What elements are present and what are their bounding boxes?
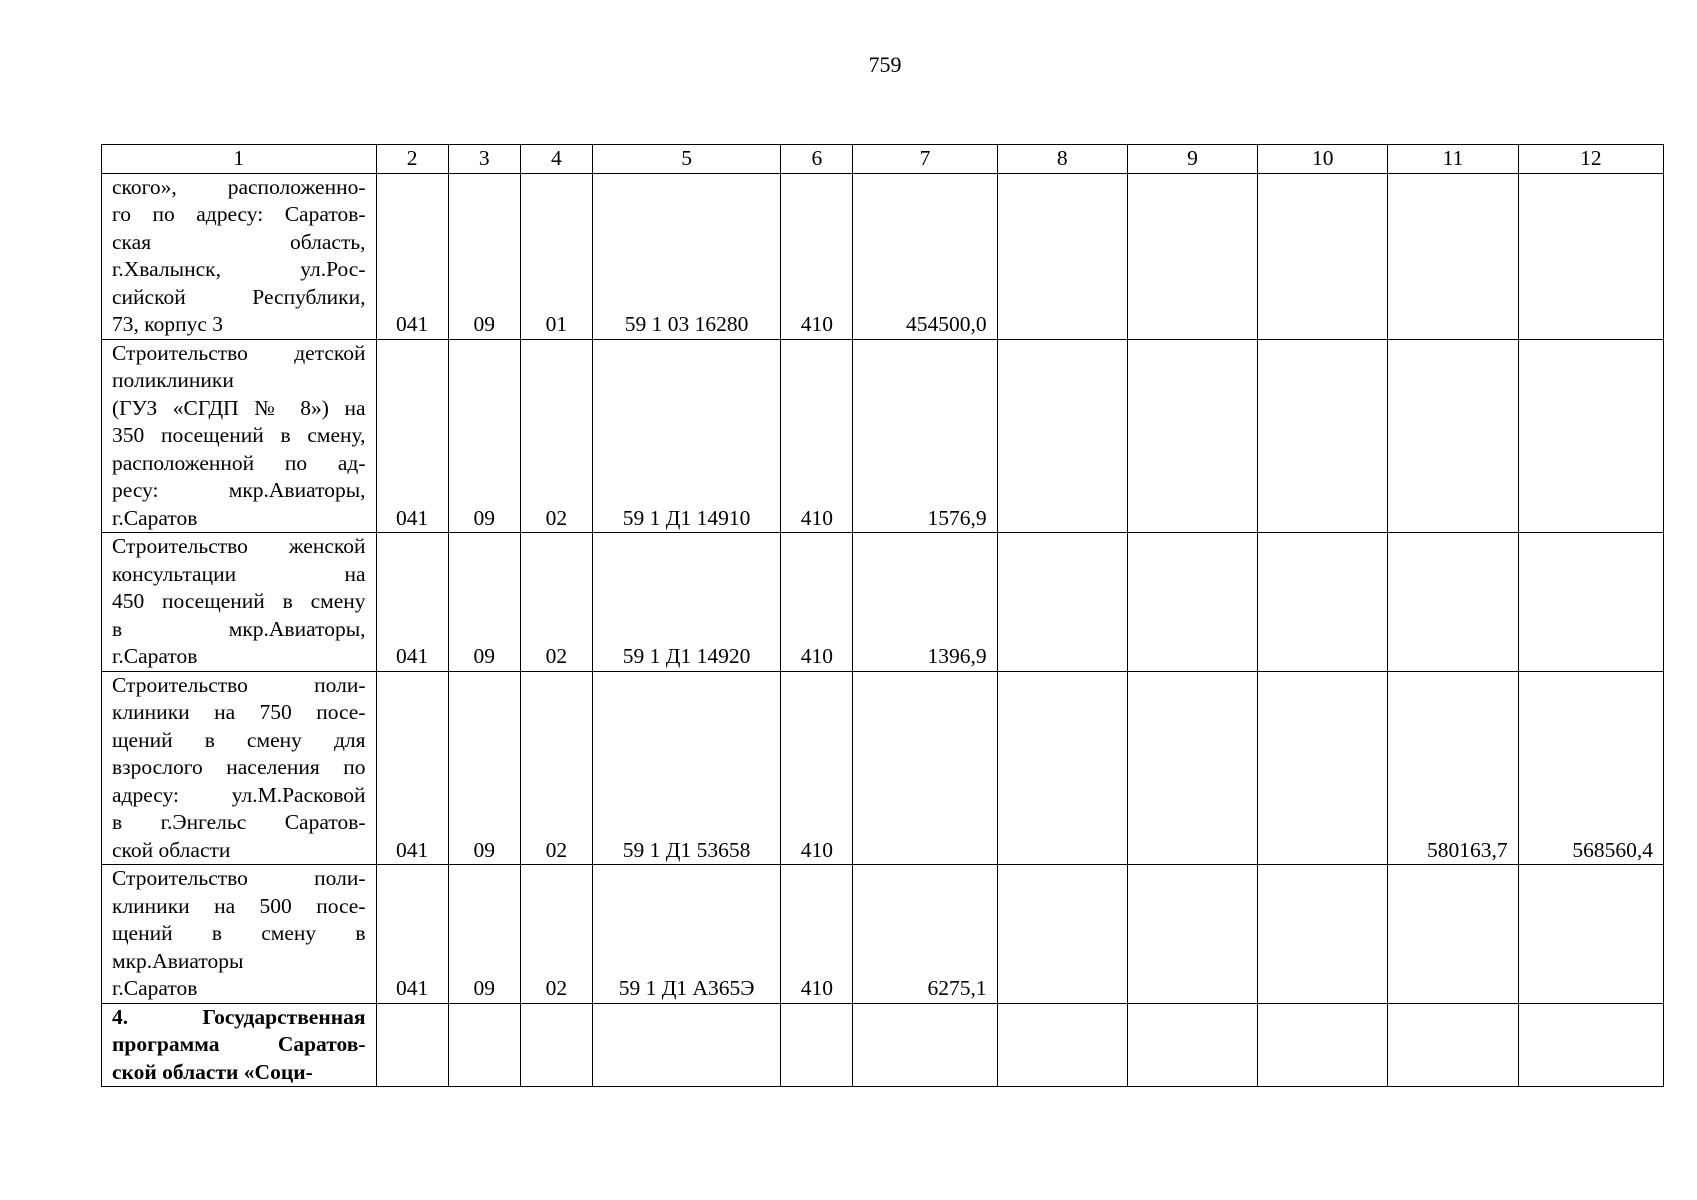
- empty-cell: [853, 1003, 997, 1087]
- description-line: клиники на 750 посе-: [112, 700, 366, 724]
- cell-col-2: 041: [376, 671, 448, 865]
- cell-col-7: 1396,9: [853, 533, 997, 672]
- description-line: ской области: [112, 837, 231, 862]
- description-line: г.Хвалынск, ул.Рос-: [112, 257, 366, 281]
- cell-col-9: [1127, 865, 1257, 1004]
- header-cell: 1: [102, 145, 377, 174]
- empty-cell: [592, 1003, 780, 1087]
- header-cell: 9: [1127, 145, 1257, 174]
- description-line: адресу: ул.М.Расковой: [112, 782, 366, 807]
- description-line: мкр.Авиаторы: [112, 948, 244, 973]
- description-line: 350 посещений в смену,: [112, 423, 366, 447]
- description-line: 73, корпус 3: [112, 312, 224, 336]
- cell-col-2: 041: [376, 865, 448, 1004]
- cell-col-10: [1258, 173, 1388, 339]
- cell-col-2: 041: [376, 533, 448, 672]
- cell-col-7: 6275,1: [853, 865, 997, 1004]
- header-cell: 11: [1388, 145, 1518, 174]
- description-line: Строительство поли-: [112, 866, 366, 890]
- description-line: 4. Государственная: [112, 1004, 366, 1029]
- cell-col-8: [997, 671, 1127, 865]
- empty-cell: [376, 1003, 448, 1087]
- empty-cell: [1258, 1003, 1388, 1087]
- empty-cell: [1127, 1003, 1257, 1087]
- description-line: щений в смену в: [112, 921, 366, 945]
- cell-col-5: 59 1 03 16280: [592, 173, 780, 339]
- table-row: [102, 173, 1664, 339]
- cell-col-12: 568560,4: [1518, 671, 1663, 865]
- empty-cell: [997, 1003, 1127, 1087]
- header-cell: 8: [997, 145, 1127, 174]
- row-description: [102, 865, 377, 1004]
- cell-col-3: 09: [448, 671, 520, 865]
- cell-col-12: [1518, 533, 1663, 672]
- description-line: клиники на 500 посе-: [112, 893, 366, 918]
- description-line: поликлиники: [112, 368, 234, 392]
- description-line: г.Саратов: [112, 644, 198, 668]
- cell-col-7: 1576,9: [853, 339, 997, 533]
- cell-col-4: 01: [520, 173, 592, 339]
- cell-col-2: 041: [376, 173, 448, 339]
- cell-col-3: 09: [448, 533, 520, 672]
- row-description: [102, 339, 377, 533]
- row-description: [102, 1003, 377, 1087]
- cell-col-10: [1258, 533, 1388, 672]
- cell-col-12: [1518, 339, 1663, 533]
- empty-cell: [520, 1003, 592, 1087]
- cell-col-4: 02: [520, 671, 592, 865]
- table-row: [102, 865, 1664, 1004]
- description-line: консультации на: [112, 561, 366, 586]
- description-line: 450 посещений в смену: [112, 589, 366, 613]
- description-line: Строительство женской: [112, 534, 366, 558]
- column-number-header-row: [102, 145, 1664, 174]
- cell-col-6: 410: [781, 533, 853, 672]
- description-line: го по адресу: Саратов-: [112, 202, 366, 226]
- cell-col-8: [997, 533, 1127, 672]
- description-line: взрослого населения по: [112, 755, 366, 779]
- description-line: г.Саратов: [112, 976, 198, 1000]
- cell-col-7: [853, 671, 997, 865]
- section-heading-row: [102, 1003, 1664, 1087]
- page-number: 759: [868, 52, 902, 77]
- empty-cell: [1388, 1003, 1518, 1087]
- cell-col-10: [1258, 339, 1388, 533]
- cell-col-3: 09: [448, 865, 520, 1004]
- cell-col-6: 410: [781, 339, 853, 533]
- cell-col-6: 410: [781, 865, 853, 1004]
- cell-col-10: [1258, 865, 1388, 1004]
- description-line: программа Саратов-: [112, 1032, 366, 1056]
- header-cell: 2: [376, 145, 448, 174]
- cell-col-11: [1388, 865, 1518, 1004]
- description-line: расположенной по ад-: [112, 450, 366, 475]
- cell-col-3: 09: [448, 173, 520, 339]
- cell-col-11: [1388, 339, 1518, 533]
- description-line: в г.Энгельс Саратов-: [112, 810, 366, 834]
- cell-col-12: [1518, 173, 1663, 339]
- header-cell: 10: [1258, 145, 1388, 174]
- header-cell: 3: [448, 145, 520, 174]
- cell-col-9: [1127, 339, 1257, 533]
- cell-col-5: 59 1 Д1 14910: [592, 339, 780, 533]
- cell-col-12: [1518, 865, 1663, 1004]
- description-line: ской области «Соци-: [112, 1059, 313, 1084]
- empty-cell: [448, 1003, 520, 1087]
- row-description: [102, 533, 377, 672]
- description-line: щений в смену для: [112, 727, 366, 752]
- cell-col-7: 454500,0: [853, 173, 997, 339]
- header-cell: 4: [520, 145, 592, 174]
- table-row: [102, 671, 1664, 865]
- empty-cell: [781, 1003, 853, 1087]
- budget-table: [101, 144, 1664, 1087]
- description-line: сийской Республики,: [112, 284, 366, 309]
- header-cell: 7: [853, 145, 997, 174]
- cell-col-10: [1258, 671, 1388, 865]
- cell-col-3: 09: [448, 339, 520, 533]
- description-line: в мкр.Авиаторы,: [112, 616, 366, 641]
- cell-col-11: [1388, 173, 1518, 339]
- cell-col-5: 59 1 Д1 53658: [592, 671, 780, 865]
- cell-col-11: [1388, 533, 1518, 672]
- header-cell: 5: [592, 145, 780, 174]
- table-row: [102, 339, 1664, 533]
- cell-col-4: 02: [520, 865, 592, 1004]
- description-line: ская область,: [112, 229, 366, 254]
- description-line: ского», расположенно-: [112, 174, 366, 199]
- cell-col-2: 041: [376, 339, 448, 533]
- cell-col-6: 410: [781, 671, 853, 865]
- description-line: (ГУЗ «СГДП № 8») на: [112, 395, 366, 420]
- cell-col-11: 580163,7: [1388, 671, 1518, 865]
- empty-cell: [1518, 1003, 1663, 1087]
- cell-col-6: 410: [781, 173, 853, 339]
- cell-col-9: [1127, 173, 1257, 339]
- description-line: г.Саратов: [112, 505, 198, 530]
- row-description: [102, 173, 377, 339]
- cell-col-9: [1127, 671, 1257, 865]
- cell-col-8: [997, 339, 1127, 533]
- cell-col-4: 02: [520, 339, 592, 533]
- description-line: ресу: мкр.Авиаторы,: [112, 478, 366, 502]
- cell-col-9: [1127, 533, 1257, 672]
- description-line: Строительство поли-: [112, 672, 366, 697]
- cell-col-8: [997, 865, 1127, 1004]
- cell-col-8: [997, 173, 1127, 339]
- table-body: [102, 173, 1664, 1087]
- header-cell: 6: [781, 145, 853, 174]
- cell-col-4: 02: [520, 533, 592, 672]
- description-line: Строительство детской: [112, 340, 366, 365]
- cell-col-5: 59 1 Д1 14920: [592, 533, 780, 672]
- cell-col-5: 59 1 Д1 А365Э: [592, 865, 780, 1004]
- table-row: [102, 533, 1664, 672]
- row-description: [102, 671, 377, 865]
- header-cell: 12: [1518, 145, 1663, 174]
